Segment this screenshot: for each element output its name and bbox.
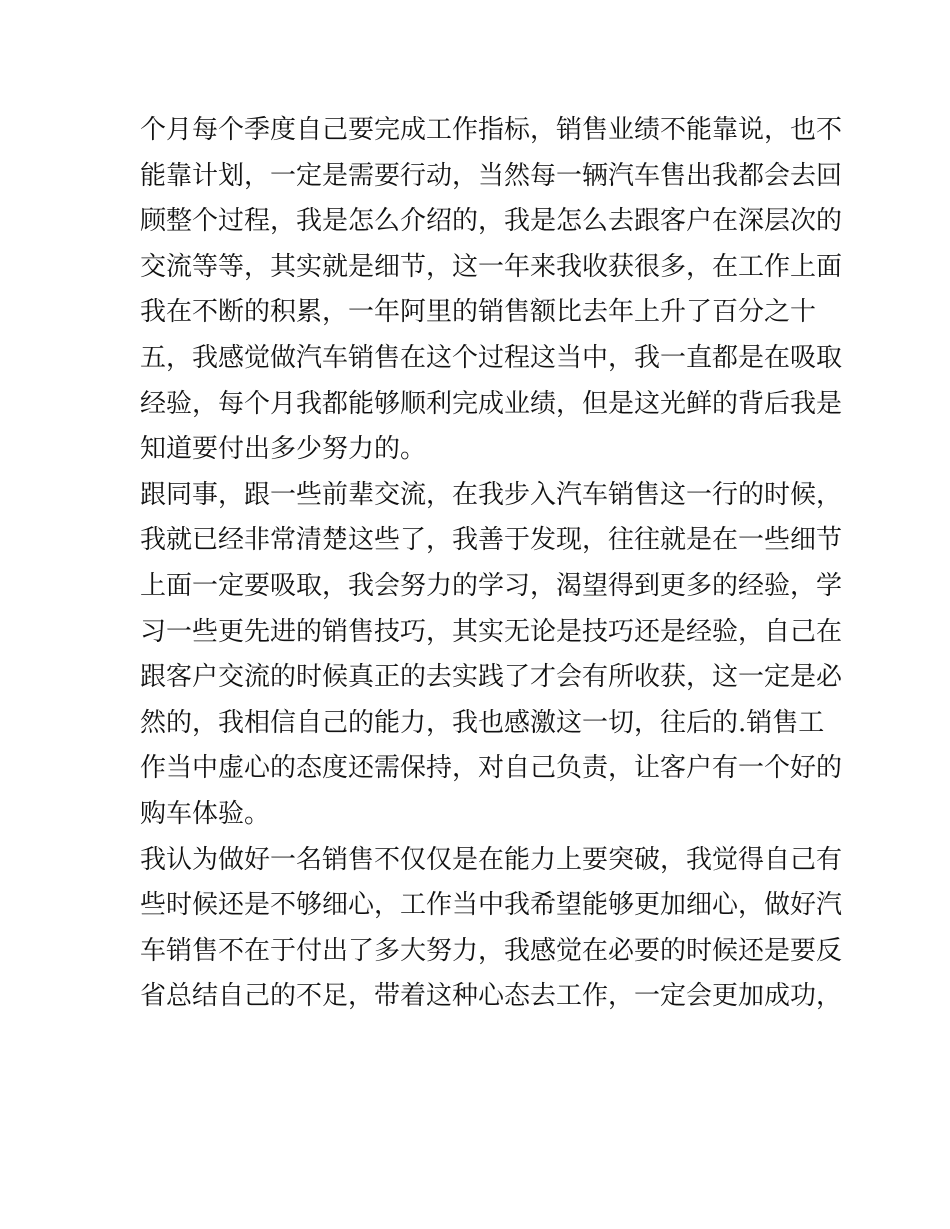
text-line: 作当中虚心的态度还需保持，对自己负责，让客户有一个好的	[140, 753, 843, 784]
text-line: 车销售不在于付出了多大努力，我感觉在必要的时候还是要反	[140, 935, 843, 966]
text-line: 交流等等，其实就是细节，这一年来我收获很多，在工作上面	[140, 251, 843, 282]
text-line: 跟客户交流的时候真正的去实践了才会有所收获，这一定是必	[140, 662, 843, 693]
text-line: 能靠计划，一定是需要行动，当然每一辆汽车售出我都会去回	[140, 160, 843, 191]
text-line: 购车体验。	[140, 798, 271, 829]
text-line: 经验，每个月我都能够顺利完成业绩，但是这光鲜的背后我是	[140, 388, 843, 419]
text-line: 个月每个季度自己要完成工作指标，销售业绩不能靠说，也不	[140, 115, 843, 145]
text-line: 顾整个过程，我是怎么介绍的，我是怎么去跟客户在深层次的	[140, 206, 843, 237]
text-line: 知道要付出多少努力的。	[140, 434, 427, 465]
text-line: 五，我感觉做汽车销售在这个过程这当中，我一直都是在吸取	[140, 342, 843, 373]
text-line: 省总结自己的不足，带着这种心态去工作，一定会更加成功，	[140, 981, 843, 1012]
text-line: 些时候还是不够细心，工作当中我希望能够更加细心，做好汽	[140, 890, 843, 921]
text-line: 跟同事，跟一些前辈交流，在我步入汽车销售这一行的时候，	[140, 479, 843, 510]
text-line: 我在不断的积累，一年阿里的销售额比去年上升了百分之十	[140, 297, 817, 328]
text-line: 习一些更先进的销售技巧，其实无论是技巧还是经验，自己在	[140, 616, 843, 647]
text-line: 上面一定要吸取，我会努力的学习，渴望得到更多的经验，学	[140, 570, 843, 601]
text-line: 然的，我相信自己的能力，我也感激这一切，往后的.销售工	[140, 707, 825, 738]
body-text	[140, 108, 843, 1020]
text-line: 我就已经非常清楚这些了，我善于发现，往往就是在一些细节	[140, 525, 843, 556]
text-line: 我认为做好一名销售不仅仅是在能力上要突破，我觉得自己有	[140, 844, 843, 875]
